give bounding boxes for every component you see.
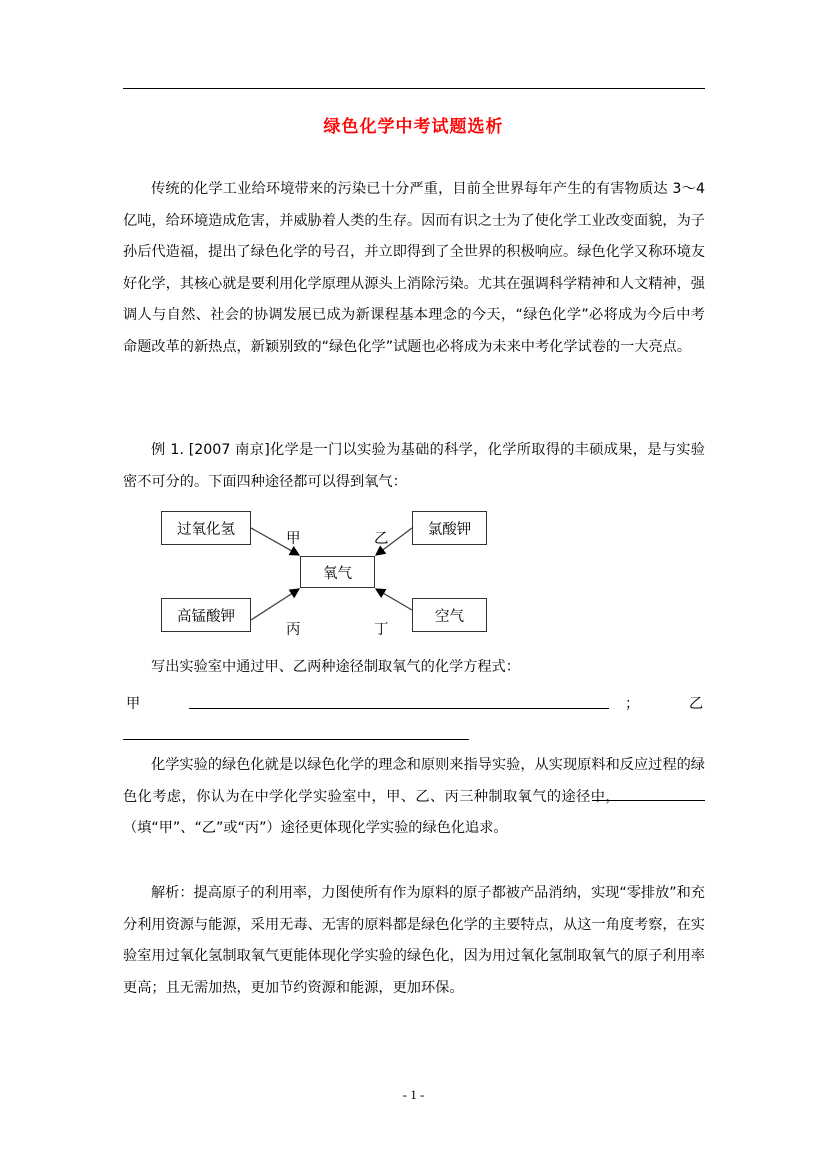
answer-blank-route[interactable] (592, 786, 705, 801)
page-number: - 1 - (402, 1087, 425, 1102)
example-stem: 例 1. [2007 南京]化学是一门以实验为基础的科学，化学所取得的丰硕成果，是与实验密不可分的。下面四种途径都可以得到氧气： (123, 442, 705, 490)
oxygen-routes-diagram (150, 500, 500, 650)
answer-separator: ； (625, 696, 640, 712)
box-hydrogen-peroxide: 过氧化氢 (161, 511, 251, 545)
arrow-ding (376, 589, 412, 610)
route-label-ding: 丁 (374, 622, 389, 638)
answer-blank-yi[interactable] (123, 739, 469, 740)
route-label-bing: 丙 (286, 622, 301, 638)
route-label-jia: 甲 (286, 531, 301, 547)
analysis-paragraph: 解析：提高原子的利用率，力图使所有作为原料的原子都被产品消纳，实现“零排放”和充分利用资源与能源，采用无毒、无害的原料都是绿色化学的主要特点，从这一角度考察，在实验室用过氧化氢制取氧气更能体现化学实验的绿色化，因为用过氧化氢制取氧气的原子利用率更高；且无需加热，更加节约资源和能源，更加环保。 (123, 885, 705, 996)
box-oxygen: 氧气 (300, 556, 375, 588)
document-title: 绿色化学中考试题选析 (323, 117, 504, 137)
question-green-route-tail: （填“甲”、“乙”或“丙”）途径更体现化学实验的绿色化追求。 (123, 820, 508, 836)
answer-label-yi: 乙 (689, 696, 704, 712)
answer-label-jia: 甲 (126, 696, 141, 712)
box-potassium-chlorate: 氯酸钾 (412, 511, 487, 545)
intro-paragraph: 传统的化学工业给环境带来的污染已十分严重，目前全世界每年产生的有害物质达 3～4亿吨，给环境造成危害，并威胁着人类的生存。因而有识之士为了使化学工业改变面貌，为子孙后代造福，提出了绿色化学的号召，并立即得到了全世界的积极响应。绿色化学又称环境友好化学，其核心就是要利用化学原理从源头上消除污染。尤其在强调科学精神和人文精神，强调人与自然、社会的协调发展已成为新课程基本理念的今天，“绿色化学”必将成为今后中考命题改革的新热点，新颖别致的“绿色化学”试题也必将成为未来中考化学试卷的一大亮点。 (123, 181, 705, 355)
answer-blank-jia[interactable] (189, 708, 609, 709)
question-green-route-text: 化学实验的绿色化就是以绿色化学的理念和原则来指导实验，从实现原料和反应过程的绿色化考虑，你认为在中学化学实验室中，甲、乙、丙三种制取氧气的途径中， (123, 757, 705, 805)
header-rule (123, 88, 705, 89)
box-air: 空气 (412, 598, 487, 632)
question-green-route (123, 750, 705, 845)
arrow-bing (251, 589, 299, 620)
question-equations: 写出实验室中通过甲、乙两种途径制取氧气的化学方程式： (151, 659, 520, 675)
box-potassium-permanganate: 高锰酸钾 (161, 598, 251, 632)
route-label-yi: 乙 (374, 531, 389, 547)
